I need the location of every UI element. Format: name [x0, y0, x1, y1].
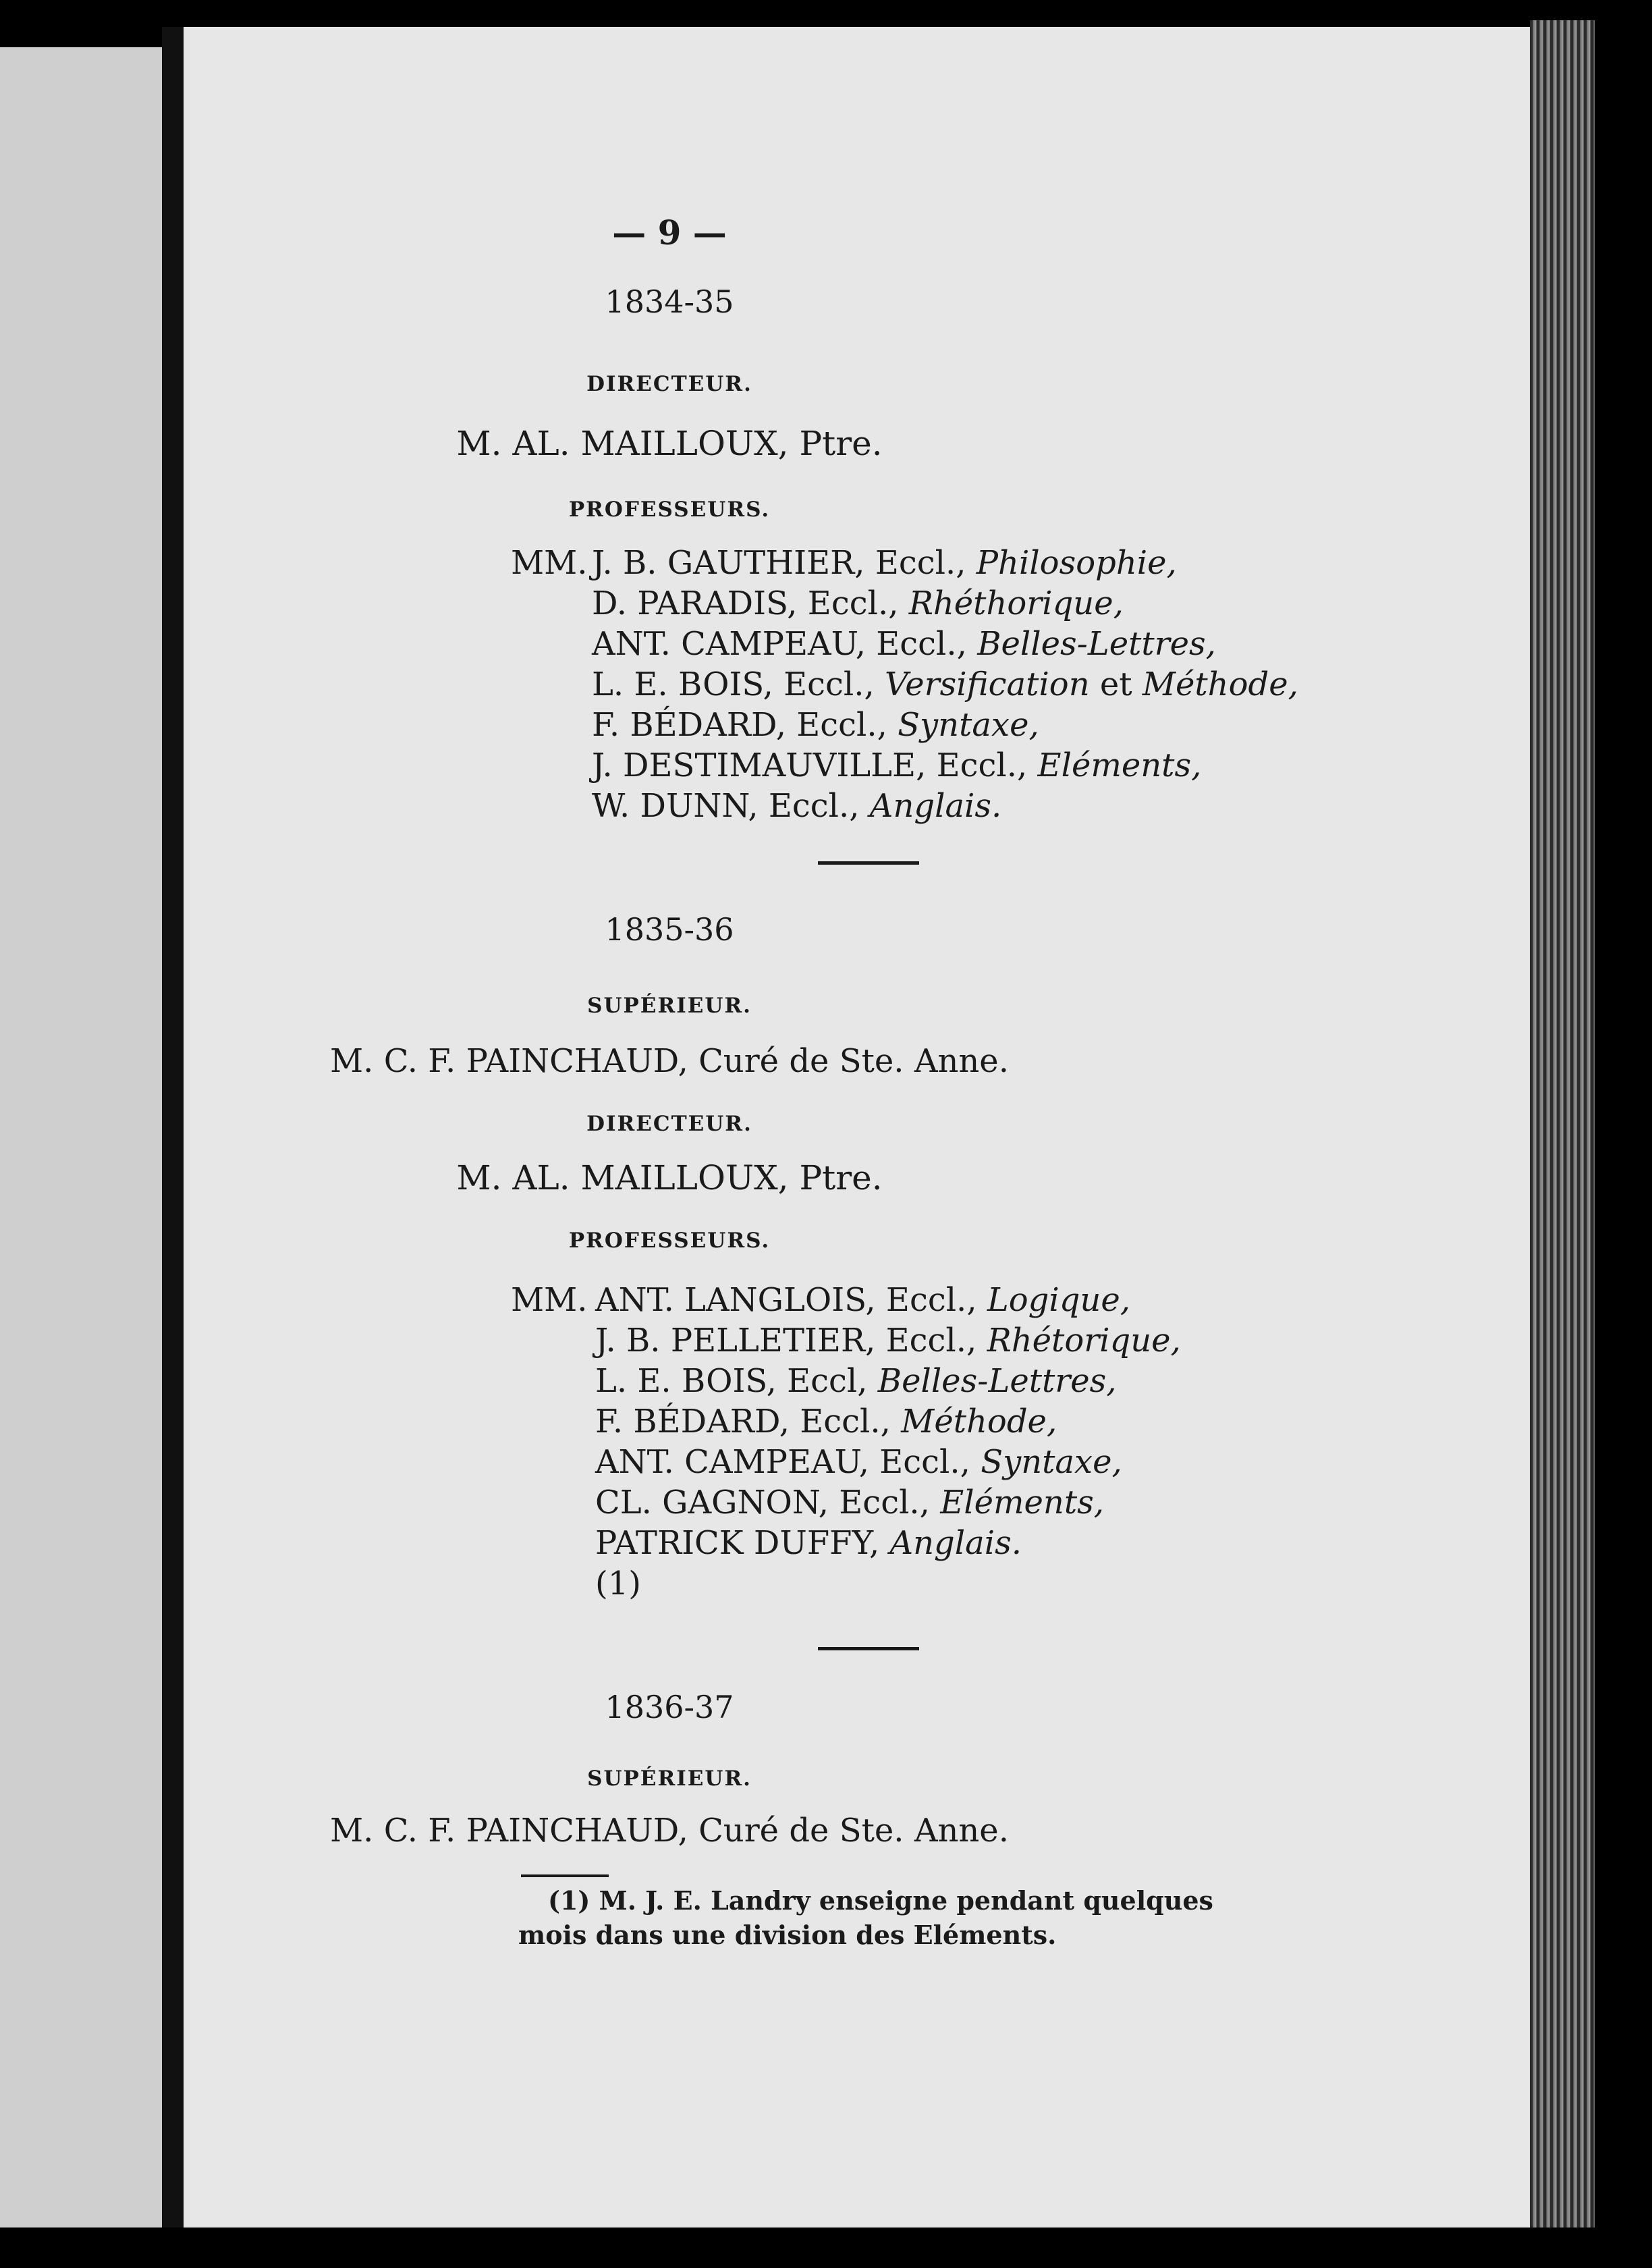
professeur-entry: L. E. BOIS, Eccl., Versification et Méthode, [592, 666, 1298, 703]
professeur-entry: J. B. PELLETIER, Eccl., Rhétorique, [595, 1322, 1181, 1359]
professeur-entry: ANT. CAMPEAU, Eccl., Syntaxe, [595, 1443, 1122, 1481]
professeur-entry: J. DESTIMAUVILLE, Eccl., Eléments, [592, 747, 1202, 784]
professeur-entry: D. PARADIS, Eccl., Rhéthorique, [592, 585, 1124, 622]
year-heading-1836: 1836-37 [605, 1689, 734, 1725]
footnote-marker: (1) [595, 1565, 641, 1602]
section-divider [818, 1647, 919, 1650]
superieur-heading: SUPÉRIEUR. [587, 994, 752, 1018]
footnote-line-1: (1) M. J. E. Landry enseigne pendant quelques [548, 1885, 1213, 1916]
directeur-heading: DIRECTEUR. [586, 372, 752, 396]
superieur-name: M. C. F. PAINCHAUD, Curé de Ste. Anne. [330, 1812, 1009, 1850]
year-heading-1835: 1835-36 [605, 911, 734, 948]
book-page [184, 27, 1530, 2228]
scan-border [1595, 0, 1652, 2268]
professeur-entry: J. B. GAUTHIER, Eccl., Philosophie, [592, 544, 1177, 582]
professeur-entry: L. E. BOIS, Eccl, Belles-Lettres, [595, 1362, 1117, 1400]
page-edges [1530, 20, 1595, 2228]
professeur-entry: F. BÉDARD, Eccl., Syntaxe, [592, 706, 1039, 744]
professeur-entry: F. BÉDARD, Eccl., Méthode, [595, 1403, 1057, 1440]
mm-prefix: MM. [511, 544, 588, 582]
footnote-rule [521, 1874, 609, 1877]
professeur-entry: ANT. LANGLOIS, Eccl., Logique, [595, 1281, 1130, 1319]
directeur-heading: DIRECTEUR. [586, 1112, 752, 1136]
professeurs-heading: PROFESSEURS. [568, 1228, 771, 1253]
book-gutter [162, 27, 186, 2228]
page-content [184, 27, 1530, 2228]
directeur-name: M. AL. MAILLOUX, Ptre. [456, 424, 883, 463]
professeur-entry: PATRICK DUFFY, Anglais. [595, 1524, 1022, 1562]
section-divider [818, 861, 919, 865]
professeur-entry: CL. GAGNON, Eccl., Eléments, [595, 1484, 1105, 1521]
professeurs-heading: PROFESSEURS. [568, 497, 771, 522]
superieur-heading: SUPÉRIEUR. [587, 1766, 752, 1791]
footnote-line-2: mois dans une division des Eléments. [518, 1920, 1057, 1950]
professeur-entry: W. DUNN, Eccl., Anglais. [592, 787, 1002, 825]
superieur-name: M. C. F. PAINCHAUD, Curé de Ste. Anne. [330, 1042, 1009, 1080]
professeur-entry: ANT. CAMPEAU, Eccl., Belles-Lettres, [592, 625, 1216, 663]
year-heading-1834: 1834-35 [605, 284, 734, 320]
directeur-name: M. AL. MAILLOUX, Ptre. [456, 1158, 883, 1197]
facing-page-edge [0, 47, 174, 2228]
page-number: — 9 — [612, 213, 727, 252]
mm-prefix: MM. [511, 1281, 588, 1319]
